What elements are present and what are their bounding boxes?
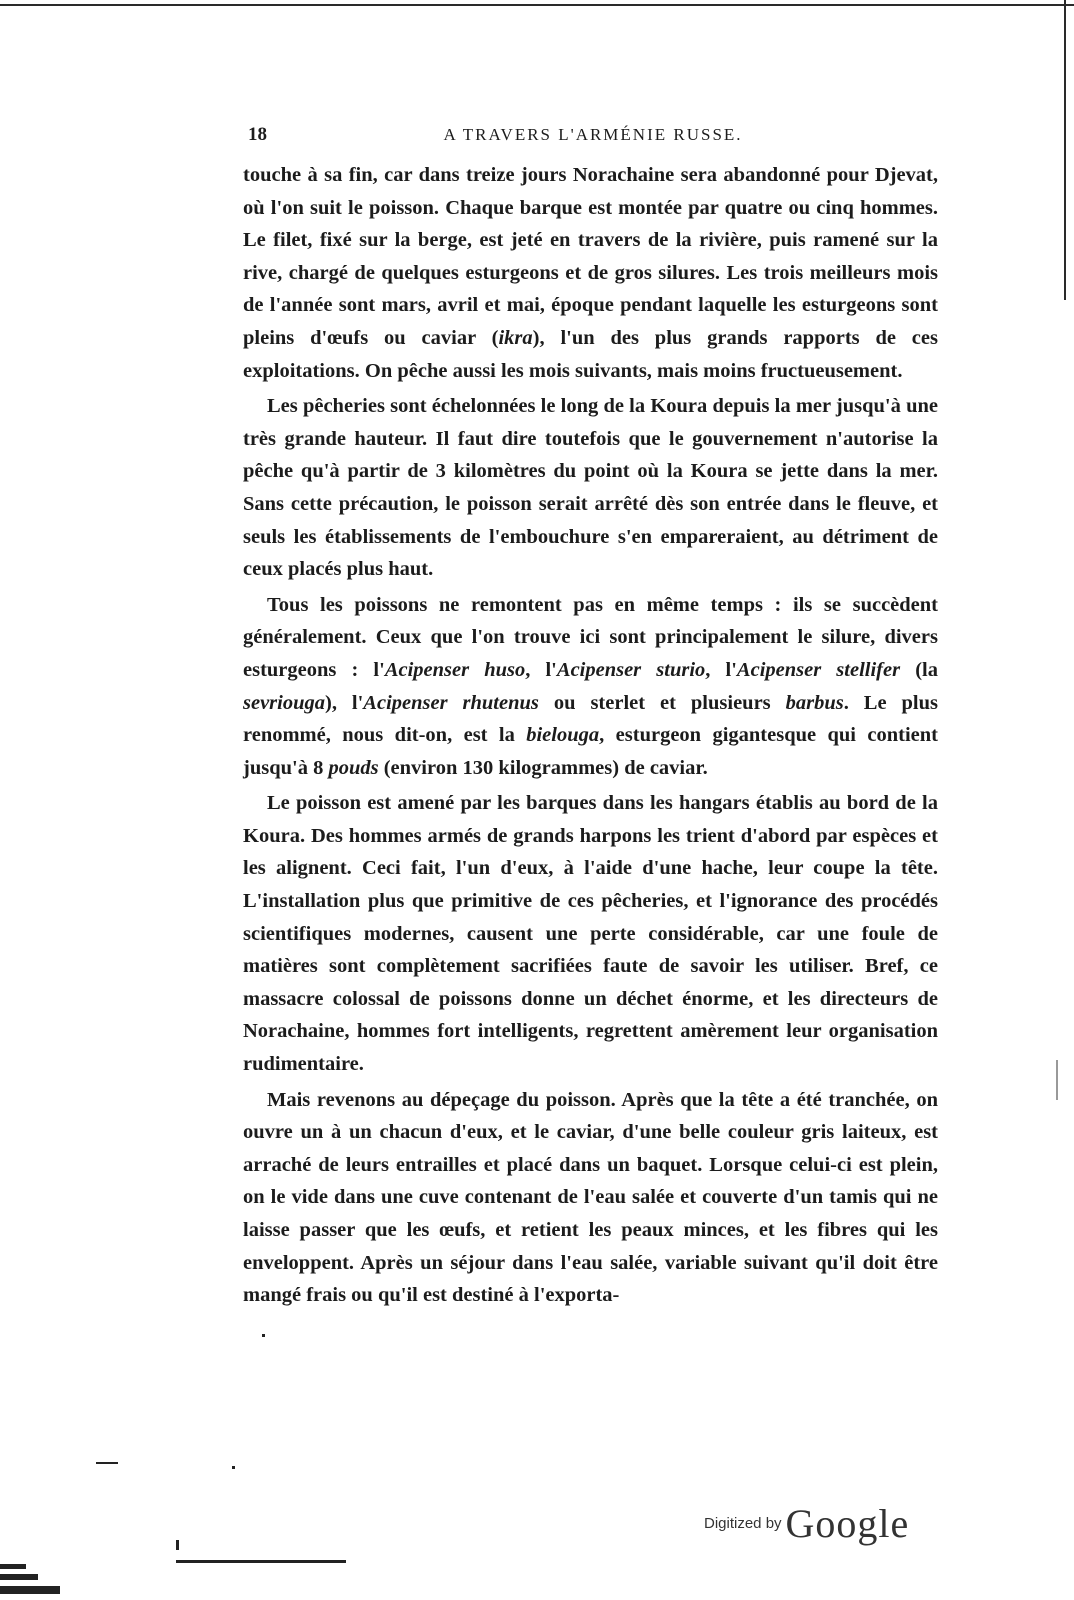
scan-speck	[176, 1540, 179, 1550]
scan-speck	[96, 1462, 118, 1464]
term-sevriouga: sevriouga	[243, 691, 325, 714]
scan-right-border	[1064, 0, 1066, 300]
paragraph-1: touche à sa fin, car dans treize jours Norachaine sera abandonné pour Djevat, où l'on suit le poisson. Chaque barque est montée par quatre ou cinq hommes. Le filet, fixé sur la berge, est jeté en travers de la rivière, puis ramené sur la rive, chargé de quelques esturgeons et de gros silures. Les trois meilleurs mois de l'année sont mars, avril et mai, époque pendant laquelle les esturgeons sont pleins d'œufs ou caviar (ikra), l'un des plus grands rapports de ces exploitations. On pêche aussi les mois suivants, mais moins fructueusement.	[243, 164, 938, 382]
scan-speck	[176, 1560, 346, 1563]
term-acipenser-rhutenus: Acipenser rhutenus	[363, 691, 539, 714]
scan-speck	[232, 1466, 235, 1469]
term-acipenser-huso: Acipenser huso	[384, 658, 526, 681]
paragraph-2: Les pêcheries sont échelonnées le long de la Koura depuis la mer jusqu'à une très grande hauteur. Il faut dire toutefois que le gouvernement n'autorise la pêche qu'à partir de 3 kilomètres du point où la Koura se jette dans la mer. Sans cette précaution, le poisson serait arrêté dès son entrée dans le fleuve, et seuls les établissements de l'embouchure s'en empareraient, au détriment de ceux placés plus haut.	[243, 395, 938, 581]
running-title: A TRAVERS L'ARMÉNIE RUSSE.	[443, 125, 743, 144]
page-number: 18	[248, 124, 267, 145]
scan-speck	[1056, 1060, 1058, 1100]
watermark-brand: Google	[785, 1501, 910, 1546]
scan-speck	[262, 1334, 265, 1337]
watermark-prefix: Digitized by	[704, 1515, 782, 1532]
term-acipenser-stellifer: Acipenser stellifer	[736, 658, 901, 681]
running-header	[248, 124, 938, 154]
term-ikra: ikra	[498, 326, 533, 349]
scan-edge-mark	[0, 1556, 60, 1600]
term-acipenser-sturio: Acipenser sturio	[556, 658, 706, 681]
term-barbus: barbus	[785, 691, 844, 714]
body-text	[243, 159, 938, 1315]
scan-top-border	[0, 4, 1074, 6]
term-bielouga: bielouga	[526, 724, 600, 747]
digitized-by-google-watermark	[704, 1500, 909, 1550]
paragraph-4: Le poisson est amené par les barques dans les hangars établis au bord de la Koura. Des hommes armés de grands harpons les trient d'abord par espèces et les alignent. Ceci fait, l'un d'eux, à l'aide d'une hache, leur coupe la tête. L'installation plus que primitive de ces pêcheries, et l'ignorance des procédés scientifiques modernes, causent une perte considérable, car une foule de matières sont complètement sacrifiées faute de savoir les utiliser. Bref, ce massacre colossal de poissons donne un déchet énorme, et les directeurs de Norachaine, hommes fort intelligents, regrettent amèrement leur organisation rudimentaire.	[243, 792, 938, 1076]
paragraph-3: Tous les poissons ne remontent pas en même temps : ils se succèdent généralement. Ceux que l'on trouve ici sont principalement le silure, divers esturgeons : l'Acipenser huso, l'Acipenser sturio, l'Acipenser stellifer (la sevriouga), l'Acipenser rhutenus ou sterlet et plusieurs barbus. Le plus renommé, nous dit-on, est la bielouga, esturgeon gigantesque qui contient jusqu'à 8 pouds (environ 130 kilogrammes) de caviar.	[243, 593, 938, 779]
paragraph-5: Mais revenons au dépeçage du poisson. Après que la tête a été tranchée, on ouvre un à un chacun d'eux, et le caviar, d'une belle couleur gris laiteux, est arraché de leurs entrailles et placé dans un baquet. Lorsque celui-ci est plein, on le vide dans une cuve contenant de l'eau salée et couverte d'un tamis qui ne laisse passer que les œufs, et retient les peaux minces, et les fibres qui les enveloppent. Après un séjour dans l'eau salée, variable suivant qu'il doit être mangé frais ou qu'il est destiné à l'exporta-	[243, 1088, 938, 1307]
term-pouds: pouds	[328, 756, 379, 779]
